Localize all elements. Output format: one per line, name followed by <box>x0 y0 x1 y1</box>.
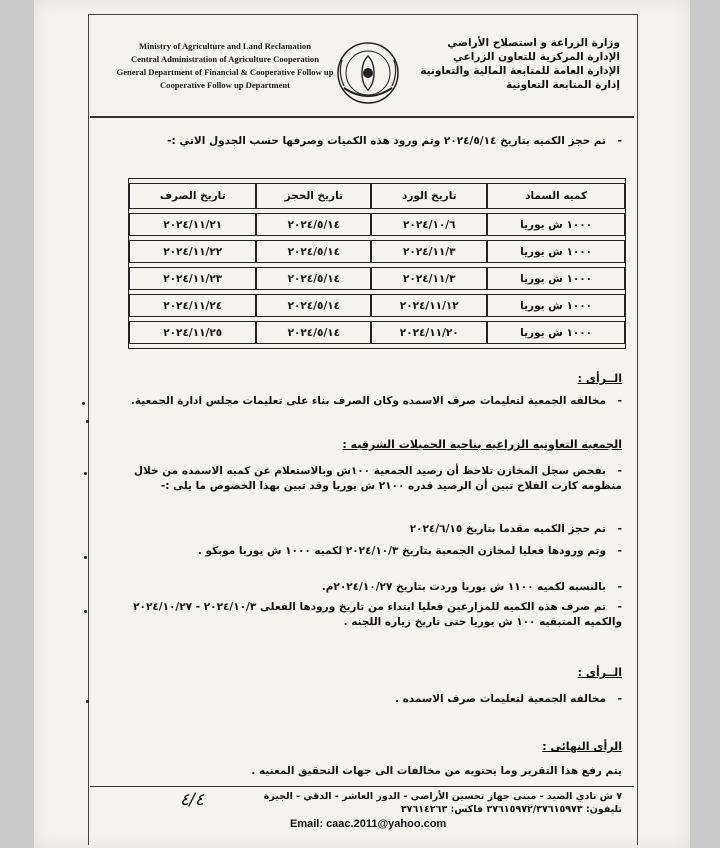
opinion-paragraph <box>97 394 622 409</box>
table-cell: ٢٠٢٤/١١/٣ <box>371 240 487 263</box>
bullet-marker: - <box>617 523 622 535</box>
intro-text: تم حجز الكميه بتاريخ ٢٠٢٤/٥/١٤ وتم ورود هذه الكميات وصرفها حسب الجدول الاتي :- <box>167 135 606 147</box>
opinion-text: مخالفه الجمعية لتعليمات صرف الاسمده . <box>394 693 606 705</box>
table-cell: ٢٠٢٤/١١/١٢ <box>371 294 487 317</box>
table-cell: ١٠٠٠ ش يوريا <box>487 294 625 317</box>
header-ar-line: الإدارة العامة للمتابعة المالية والتعاونية <box>420 65 620 77</box>
table-cell: ٢٠٢٤/١١/٢٠ <box>371 321 487 344</box>
header-divider <box>90 116 634 118</box>
header-ar-line: وزارة الزراعة و استصلاح الأراضي <box>447 37 620 49</box>
final-opinion-text: يتم رفع هذا التقرير وما يحتويه من مخالفات الى جهات التحقيق المعنيه . <box>251 765 622 777</box>
footer-contact <box>263 790 622 816</box>
table-cell: ١٠٠٠ ش يوريا <box>487 321 625 344</box>
table-cell: ١٠٠٠ ش يوريا <box>487 267 625 290</box>
footer-address: ٧ ش نادي الصيد - مبنى جهاز تحسين الأراضي - الدور العاشر - الدقي - الجيزة <box>263 791 622 802</box>
table-cell: ٢٠٢٤/٥/١٤ <box>256 213 371 236</box>
column-header: تاريخ الورد <box>371 183 487 209</box>
table-cell: ١٠٠٠ ش يوريا <box>487 240 625 263</box>
header-ar-line: الإدارة المركزية للتعاون الزراعي <box>452 51 620 63</box>
header-english <box>110 40 340 92</box>
column-header: تاريخ الحجز <box>256 183 371 209</box>
column-header: كميه السماد <box>487 183 625 209</box>
finding-paragraph <box>97 580 622 595</box>
header-en-line: Cooperative Follow up Department <box>159 80 291 90</box>
fertilizer-table <box>128 178 626 349</box>
intro-paragraph <box>97 134 622 149</box>
header-ar-line: إدارة المتابعة التعاونية <box>505 79 620 91</box>
finding-paragraph <box>97 544 622 559</box>
finding-paragraph <box>97 464 622 494</box>
header-en-line: Central Administration of Agriculture Cooperation <box>131 54 319 64</box>
header-en-line: Ministry of Agriculture and Land Reclamation <box>139 41 311 51</box>
margin-mark <box>84 556 87 559</box>
margin-mark <box>86 700 89 703</box>
table-row <box>129 240 625 263</box>
table-row <box>129 321 625 344</box>
left-background <box>0 0 36 848</box>
margin-mark <box>84 472 87 475</box>
opinion-text: مخالفه الجمعية لتعليمات صرف الاسمده وكان الصرف بناء على تعليمات مجلس ادارة الجمعية. <box>130 395 606 407</box>
bullet-marker: - <box>617 693 622 705</box>
opinion-heading: الــرأى : <box>577 372 622 385</box>
bullet-marker: - <box>617 395 622 407</box>
table-cell: ٢٠٢٤/١٠/٦ <box>371 213 487 236</box>
table-cell: ٢٠٢٤/١١/٢١ <box>129 213 256 236</box>
table-cell: ٢٠٢٤/١١/٢٥ <box>129 321 256 344</box>
table-header-row <box>129 183 625 209</box>
table-row <box>129 294 625 317</box>
handwritten-page-mark: ٤/٤ <box>180 790 204 810</box>
finding-paragraph <box>97 600 622 630</box>
footer-email: Email: caac.2011@yahoo.com <box>290 818 447 830</box>
header-arabic <box>420 36 620 92</box>
association-heading: الجمعيه التعاونيه الزراعيه بناحيه الحميلات الشرقيه : <box>342 438 622 451</box>
margin-mark <box>86 420 89 423</box>
footer-phones: تليفون: ٣٧٦١٥٩٧٢/٣٧٦١٥٩٧٣ فاكس: ٣٧٦١٤٢٦٣ <box>400 804 622 815</box>
table-cell: ٢٠٢٤/٥/١٤ <box>256 321 371 344</box>
table-row <box>129 267 625 290</box>
finding-text: وتم ورودها فعليا لمخازن الجمعية بتاريخ ٢٠٢٤/١٠/٣ لكميه ١٠٠٠ ش يوريا موبكو . <box>197 545 606 557</box>
table-cell: ٢٠٢٤/١١/٢٢ <box>129 240 256 263</box>
margin-mark <box>82 402 85 405</box>
footer-divider <box>90 786 634 787</box>
finding-text: بالنسبه لكميه ١١٠٠ ش يوريا وردت بتاريخ ٢٠٢٤/١٠/٢٧م. <box>321 581 606 593</box>
finding-text: تم صرف هذه الكميه للمزارعين فعليا ابتداء من تاريخ ورودها الفعلى ٢٠٢٤/١٠/٣ - ٢٠٢٤/١٠/٢٧ والكميه المتبقيه ١٠٠ ش يوريا حتى تاريخ زياره اللجنه . <box>133 601 622 628</box>
bullet-marker: - <box>617 601 622 613</box>
final-opinion-heading: الرأى النهائى : <box>542 740 622 753</box>
table-cell: ٢٠٢٤/٥/١٤ <box>256 267 371 290</box>
opinion-heading: الــرأى : <box>577 666 622 679</box>
table-cell: ٢٠٢٤/١١/٣ <box>371 267 487 290</box>
bullet-marker: - <box>617 581 622 593</box>
table-cell: ٢٠٢٤/٥/١٤ <box>256 294 371 317</box>
opinion-paragraph <box>97 692 622 707</box>
bullet-marker: - <box>617 465 622 477</box>
ministry-emblem-icon <box>330 38 406 108</box>
table-cell: ١٠٠٠ ش يوريا <box>487 213 625 236</box>
right-background <box>688 0 720 848</box>
table-row <box>129 213 625 236</box>
bullet-marker: - <box>617 135 622 147</box>
column-header: تاريخ الصرف <box>129 183 256 209</box>
finding-text: بفحص سجل المخازن تلاحظ أن رصيد الجمعية ١٠٠ش وبالاستعلام عن كميه الاسمده من خلال منظومه كارت الفلاح تبين أن الرصيد قدره ٢١٠٠ ش يوريا وقد تبين بهذا الخصوص ما يلى :- <box>133 465 622 492</box>
bullet-marker: - <box>617 545 622 557</box>
table-cell: ٢٠٢٤/١١/٢٤ <box>129 294 256 317</box>
header-en-line: General Department of Financial & Cooperative Follow up <box>116 67 334 77</box>
table-cell: ٢٠٢٤/٥/١٤ <box>256 240 371 263</box>
finding-text: تم حجز الكميه مقدما بتاريخ ٢٠٢٤/٦/١٥ <box>409 523 606 535</box>
table-cell: ٢٠٢٤/١١/٢٣ <box>129 267 256 290</box>
margin-mark <box>84 610 87 613</box>
finding-paragraph <box>97 522 622 537</box>
